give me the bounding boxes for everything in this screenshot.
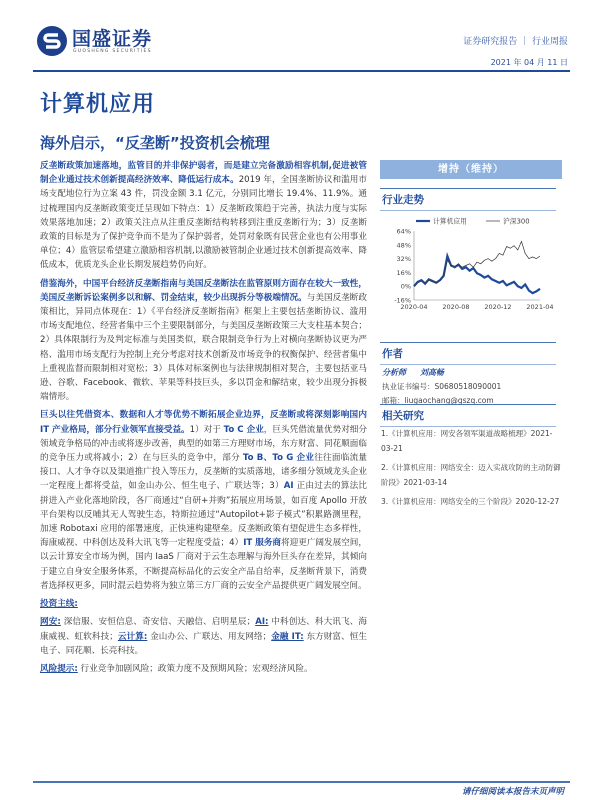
brand-logo [36,25,152,57]
body-paragraph [40,597,367,611]
report-type: 证券研究报告 ｜ 行业周报 [463,37,568,47]
x-tick-label: 2021-04 [526,303,554,311]
body-text: 1）对于 [189,424,224,435]
highlight-text: 风险提示: [40,663,78,674]
highlight-text: AI: [255,617,269,628]
related-research-list [381,427,561,515]
body-text: 金山办公、广联达、用友网络； [147,631,272,642]
analyst-name: 刘高畅 [419,368,444,377]
series-line-hs300 [414,241,540,286]
analyst-email[interactable]: 邮箱：liugaochang@gszq.com [382,396,494,405]
report-meta [463,34,568,68]
report-headline: 海外启示，“反垄断”投资机会梳理 [40,134,270,152]
y-tick-label: 48% [396,241,411,250]
x-tick-label: 2020-08 [442,303,470,311]
footer-disclaimer: 请仔细阅读本报告末页声明 [461,787,564,797]
y-tick-label: 64% [396,227,411,236]
y-tick-label: -16% [394,296,411,305]
legend-label: 沪深300 [503,217,530,226]
highlight-text: 云计算: [117,631,148,642]
body-text: 将迎更广阔发展空间，以云计算安全市场为例，国内 IaaS 厂商对于云生态理解与海外巨头存在差异，其倾向于建立自身安全服务体系，不断提高标品化的云安全产品自给率，反垄断背景下，消费者选择权更多，同时混云趋势将为独立第三方厂商的云安全产品提供更广阔发展空间。 [40,538,367,591]
x-tick-label: 2020-04 [400,303,428,311]
guosheng-logo-icon [36,25,68,57]
highlight-text: To C 企业 [223,424,264,435]
highlight-text: 反垄断政策加速落地，监管目的并非保护弱者，而是建立完备激励相容机制,促进被管制企业通过技术创新提高经济效率、降低运行成本。 [40,161,367,186]
research-item[interactable]: 1.《计算机应用：网安各领军渠道战略梳理》2021-03-21 [381,429,553,453]
body-text: 正由过去的算法比拼进入产业化落地阶段，各厂商通过“自研+并购”拓展应用场景，如百度 Apollo 开放平台架构以反哺其无人驾驶生态，特斯拉通过“Autopilot+影子模式”积累路测里程，加速 Robotaxi 应用的部署速度，正快速构建壁垒。反垄断政策有望促进生态多样性，海康威视、中科创达及科大讯飞等一定程度受益；4） [40,481,367,549]
highlight-text: 网安: [40,617,61,628]
analyst [382,367,444,378]
y-tick-label: 32% [396,255,411,264]
x-tick-label: 2020-12 [484,303,512,311]
industry-trend-chart [378,205,558,317]
body-paragraph [40,159,367,273]
body-text: 中科创达、科大讯飞、海康威视、虹软科技； [40,617,368,642]
brand-name: 国盛证券 [72,27,153,50]
body-paragraph [40,408,367,593]
body-text: 行业竞争加剧风险；政策力度不及预期风险；宏观经济风险。 [77,663,313,674]
brand-name-en: GUOSHENG SECURITIES [73,48,152,54]
rating-badge: 增持（维持） [380,160,562,179]
highlight-text: 借鉴海外，中国平台经济反垄断指南与美国反垄断法在监管原则方面存在较大一致性，美国反垄断诉讼案例多以和解、罚金结束，较少出现拆分等极端情况。 [40,278,367,303]
related-research-title: 相关研究 [380,404,556,427]
research-item[interactable]: 2.《计算机应用：网络安全：迈入实战攻防的主动防御阶段》2021-03-14 [381,463,561,487]
body-text: 往往面临流量接口、人才争夺以及渠道推广投入等压力，反垄断的实质落地，诸多细分领域龙头企业一定程度上都将受益，如金山办公、恒生电子、广联达等；3） [40,453,368,492]
legend-label: 计算机应用 [433,217,467,226]
y-tick-label: 0% [400,282,411,291]
body-paragraph [40,277,367,405]
analyst-label: 分析师 [382,368,406,377]
report-body [40,159,367,680]
highlight-text: IT 服务商 [243,538,282,549]
body-text: 深信服、安恒信息、奇安信、天融信、启明星辰； [60,617,256,628]
body-paragraph [40,615,367,658]
research-item[interactable]: 3.《计算机应用：网络安全的三个阶段》2020-12-27 [381,497,560,506]
body-paragraph [40,662,367,676]
body-text: 东方财富、恒生电子、同花顺、长亮科技。 [40,631,367,656]
highlight-text: 投资主线: [40,599,78,610]
body-text: 与美国反垄断政策相比，异同点体现在：1）《平台经济反垄断指南》框架上主要包括垄断协议、滥用市场支配地位、经营者集中三个主要限制部分，与美国反垄断政策三大支柱基本契合；2）具体限制行为及判定标准与美国类似，联合限制竞争行为上对横向垄断协议更为严格、滥用市场支配行为控制上充分考虑对技术创新及市场竞争的权衡保护、经营者集中上重视监督而限制相对宽松；3）具体对标案例也与法律规制相对契合，主要包括亚马逊、谷歌、Facebook、微软、苹果等科技巨头，多以罚金和解结束，较少出现分拆极端情形。 [40,292,367,403]
report-date: 2021 年 04 月 11 日 [490,58,568,67]
series-line-computer [414,256,540,293]
footer-divider [33,781,570,783]
body-text: 2019 年，全国垄断协议和滥用市场支配地位行为立案 43 件，罚没金额 3.1 亿元，分别同比增长 19.4%、11.9%。通过梳理国内反垄断政策变迁呈现如下特点：1）反垄断政策趋于完善，执法力度与实际效果落地加速；2）政策关注点从注重反垄断结构转移到注重反垄断行为；3）反垄断政策的目标是为了保护竞争而不是为了保护弱者，处罚对象既有民营企业也有公用事业单位；4）监管层希望建立激励相容机制,以激励被管制企业通过技术创新提高效率、降低成本，优质龙头企业长期发展趋势仍向好。 [40,175,367,271]
highlight-text: 巨头以往凭借资本、数据和人才等优势不断拓展企业边界，反垄断或将深刻影响国内 IT 产业格局，部分行业领军直接受益。 [40,410,367,435]
license-number: 执业证书编号：S0680518090001 [382,382,502,391]
highlight-text: To B、To G 企业 [242,453,315,464]
highlight-text: 金融 IT: [271,631,304,642]
highlight-text: AI [283,481,294,492]
trend-section-title: 行业走势 [380,188,556,211]
body-text: ，巨头凭借流量优势对细分领域竞争格局的冲击或将逐步改善，典型的如第三方理财市场，东方财富、同花顺面临的竞争压力或将减小；2）在与巨头的竞争中，部分 [40,424,367,464]
y-tick-label: 16% [396,268,411,277]
author-section-title: 作者 [380,342,556,365]
sector-title: 计算机应用 [40,92,156,117]
header-divider [33,70,570,72]
